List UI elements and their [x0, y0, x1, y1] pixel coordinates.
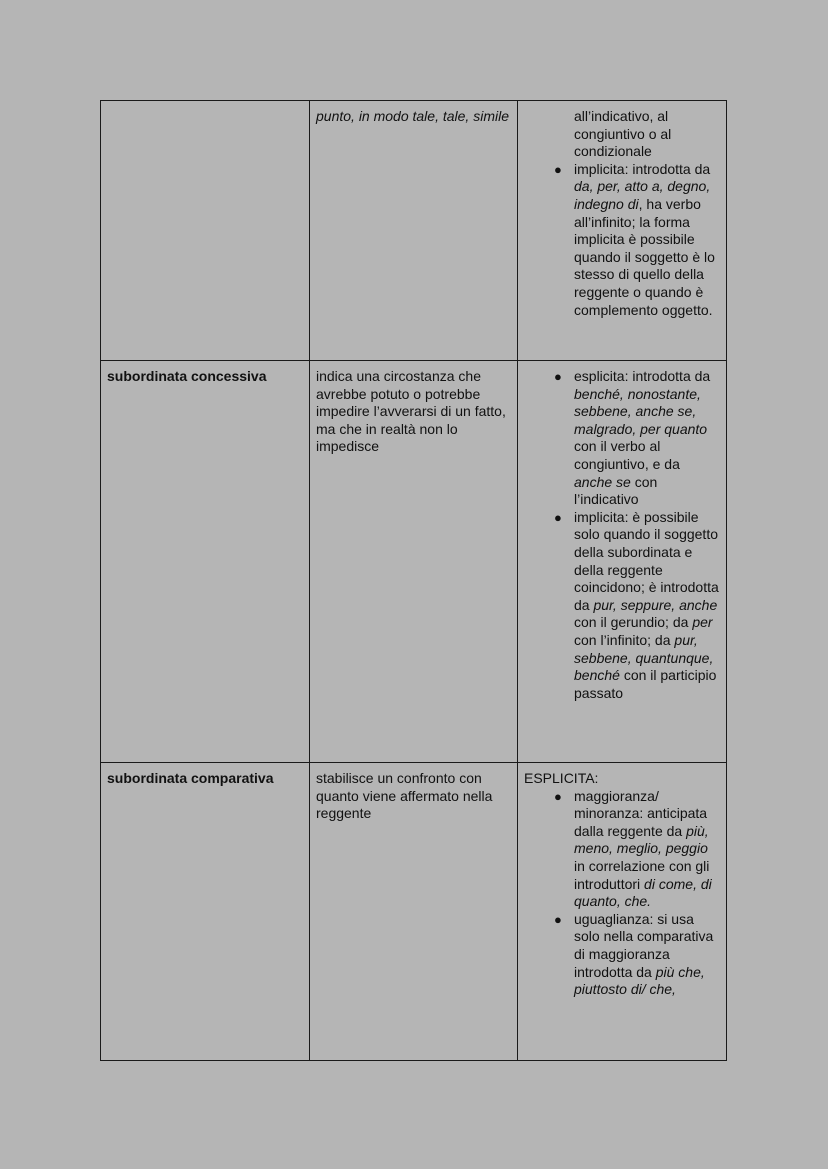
- italic-run: di come, di quanto, che.: [574, 875, 712, 910]
- text-run: con il verbo al congiuntivo, e da: [574, 438, 680, 472]
- text-run: indica una circostanza che avrebbe potuto o potrebbe impedire l’avverarsi di un fatto, ma che in realtà non lo impedisce: [316, 368, 506, 455]
- definition-cell: [310, 361, 518, 763]
- bullet-icon: ●: [554, 369, 562, 384]
- forms-continuation-text: [524, 108, 720, 161]
- italic-run: più che, piuttosto di/ che,: [574, 963, 705, 998]
- grammar-table: [100, 100, 727, 1061]
- bullet-icon: ●: [554, 161, 562, 177]
- forms-heading: ESPLICITA:: [524, 770, 599, 786]
- bullet-icon: ●: [554, 911, 562, 927]
- definition-text: [316, 770, 511, 823]
- text-run: all’indicativo, al congiuntivo o al condizionale: [574, 108, 672, 160]
- text-run: esplicita: introdotta da: [574, 368, 711, 384]
- text-run: con il participio passato: [574, 667, 717, 701]
- forms-cell: [518, 101, 727, 361]
- italic-run: benché, nonostante, sebbene, anche se, malgrado, per quanto: [574, 385, 708, 437]
- italic-run: pur, sebbene, quantunque, benché: [574, 631, 714, 684]
- text-run: maggioranza/ minoranza: anticipata dalla reggente da: [574, 787, 708, 839]
- term-cell: [101, 101, 310, 361]
- term-label: subordinata concessiva: [107, 368, 267, 384]
- italic-run: più, meno, meglio, peggio: [574, 822, 709, 857]
- table-row: [101, 763, 727, 1061]
- list-item: [524, 911, 720, 999]
- term-cell: [101, 361, 310, 763]
- text-run: con il gerundio; da: [574, 614, 693, 631]
- bullet-icon: ●: [554, 788, 562, 804]
- forms-list: [524, 161, 720, 319]
- table-row: [101, 361, 727, 763]
- text-run: uguaglianza: si usa solo nella comparativa di maggioranza introdotta da: [574, 910, 714, 980]
- text-run: , ha verbo all’infinito; la forma implicita è possibile quando il soggetto è lo stesso di quello della reggente o quando è complemento oggetto.: [574, 195, 715, 318]
- term-cell: [101, 763, 310, 1061]
- text-run: in correlazione con gli introduttori: [574, 857, 710, 892]
- list-item: [524, 368, 720, 509]
- italic-run: da, per, atto a, degno, indegno di: [574, 178, 711, 212]
- list-item: [524, 788, 720, 911]
- definition-cell: [310, 763, 518, 1061]
- definition-text: [316, 108, 511, 126]
- text-run: implicita: introdotta da: [574, 160, 711, 177]
- definition-cell: [310, 101, 518, 361]
- forms-list: [524, 368, 720, 702]
- text-run: con l’indicativo: [574, 473, 658, 508]
- definition-text: [316, 368, 511, 456]
- list-item: [524, 161, 720, 319]
- bullet-icon: ●: [554, 509, 562, 525]
- list-item: [524, 509, 720, 703]
- italic-run: anche se: [574, 473, 631, 490]
- forms-list: [524, 788, 720, 999]
- italic-run: pur, seppure, anche: [593, 596, 718, 613]
- italic-run: per: [692, 614, 713, 631]
- forms-cell: [518, 361, 727, 763]
- text-run: implicita: è possibile solo quando il soggetto della subordinata e della reggente coincidono; è introdotta da: [574, 508, 719, 613]
- text-run: stabilisce un confronto con quanto viene affermato nella reggente: [316, 770, 493, 822]
- forms-cell: [518, 763, 727, 1061]
- table-row: [101, 101, 727, 361]
- term-label: subordinata comparativa: [107, 770, 274, 786]
- italic-run: punto, in modo tale, tale, simile: [316, 108, 509, 124]
- text-run: con l’infinito; da: [574, 631, 675, 648]
